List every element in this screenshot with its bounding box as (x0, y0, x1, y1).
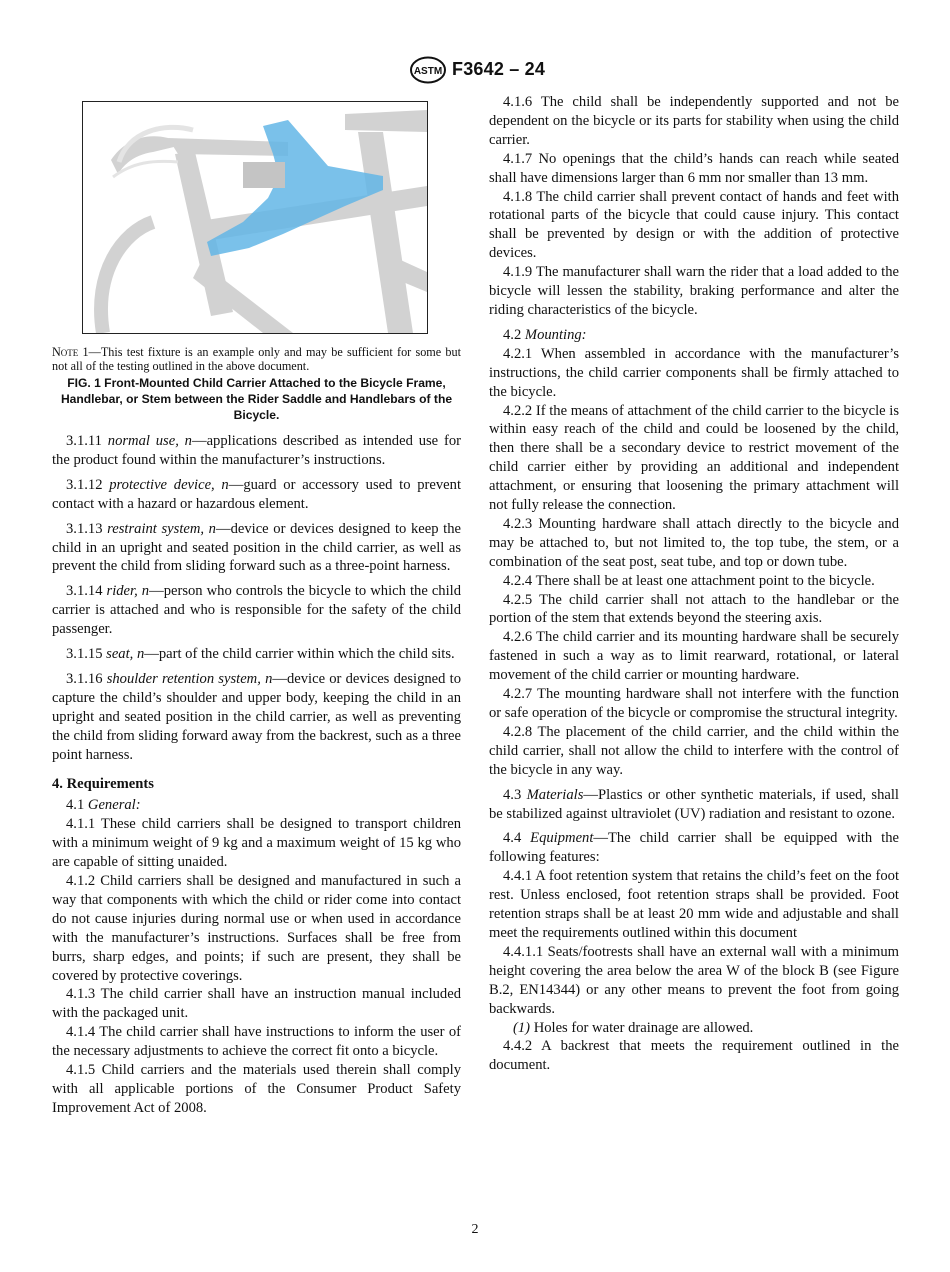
section-4-2-6: 4.2.6 The child carrier and its mounting hardware shall be securely fastened in such a way as to limit rearward, rotational, or lateral movement of the child carrier or mounting hardware. (489, 629, 899, 684)
document-designation: F3642 – 24 (452, 59, 546, 79)
section-4-1-6: 4.1.6 The child shall be independently supported and not be dependent on the bicycle or its parts for stability when using the child carrier. (489, 94, 899, 148)
section-4-1-2: 4.1.2 Child carriers shall be designed and manufactured in such a way that components with which the child or rider come into contact do not cause injuries during normal use or when used in accordance with the manufacturer’s instructions. Surfaces shall be free from burrs, sharp edges, and points; if such are present, they shall be covered by protective coverings. (52, 873, 461, 984)
section-4-2: 4.2 Mounting: (503, 326, 587, 343)
section-4-1-3: 4.1.3 The child carrier shall have an instruction manual included with the packaged unit. (52, 986, 461, 1022)
section-4-heading: 4. Requirements (52, 775, 154, 792)
section-4-3: 4.3 Materials—Plastics or other synthetic materials, if used, shall be stabilized against ultraviolet (UV) radiation and resistant to ozone. (489, 786, 899, 822)
section-4-2-5: 4.2.5 The child carrier shall not attach to the handlebar or the portion of the stem that extends beyond the steering axis. (489, 591, 899, 627)
definition-3-1-16: 3.1.16 shoulder retention system, n—device or devices designed to capture the child’s shoulder and upper body, keeping the child in an upright and seated position in the child carrier, as well as preventing the child from sliding forward away from the backrest, such as a three point harness. (52, 670, 461, 763)
section-4-2-2: 4.2.2 If the means of attachment of the child carrier to the bicycle is within easy reach of the child and could be loosened by the child, then there shall be a secondary device to restrict movement of the child carrier either by providing an additional and independent attachment, or ensuring that loosening the primary attachment will not fully release the connection. (489, 402, 899, 514)
left-column (52, 93, 461, 1118)
note-text: —This test fixture is an example only and may be sufficient for some but not all of the testing outlined in the above document. (52, 345, 462, 373)
section-4-1-8: 4.1.8 The child carrier shall prevent contact of hands and feet with rotational parts of the bicycle that could cause injury. This contact shall be prevented by design or with the addition of protective devices. (489, 188, 899, 262)
section-4-4-1-1: 4.4.1.1 Seats/footrests shall have an external wall with a minimum height covering the area below the area W of the block B (see Figure B.2, EN14344) or any other means to prevent the foot from going backwards. (489, 943, 899, 1017)
figure-caption: FIG. 1 Front-Mounted Child Carrier Attached to the Bicycle Frame, Handlebar, or Stem between the Rider Saddle and Handlebars of the Bicycle. (60, 376, 453, 422)
section-4-1-4: 4.1.4 The child carrier shall have instructions to inform the user of the necessary adjustments to achieve the correct fit onto a bicycle. (52, 1024, 461, 1060)
section-4-4-2: 4.4.2 A backrest that meets the requirement outlined in the document. (489, 1038, 899, 1074)
page-header (0, 56, 950, 86)
section-4-1-7: 4.1.7 No openings that the child’s hands can reach while seated shall have dimensions larger than 6 mm nor smaller than 13 mm. (489, 150, 899, 186)
section-4-2-1: 4.2.1 When assembled in accordance with the manufacturer’s instructions, the child carrier components shall be firmly attached to the bicycle. (489, 345, 899, 400)
right-column (489, 93, 899, 1075)
section-4-2-8: 4.2.8 The placement of the child carrier, and the child within the child carrier, shall not allow the child to interfere with the control of the bicycle in any way. (489, 723, 899, 778)
section-4-4-1-1-item-1: (1) Holes for water drainage are allowed. (513, 1019, 754, 1036)
definition-3-1-13: 3.1.13 restraint system, n—device or devices designed to keep the child in an upright and seated position in the child carrier, as well as prevent the child from sliding forward such as a three-point harness. (52, 520, 461, 575)
figure-note (52, 345, 461, 373)
section-4-2-3: 4.2.3 Mounting hardware shall attach directly to the bicycle and may be attached to, but not limited to, the top tube, the stem, or a combination of the seat post, seat tube, and top or down tube. (489, 515, 899, 570)
definition-3-1-12: 3.1.12 protective device, n—guard or accessory used to prevent contact with a hazard or hazardous element. (52, 476, 461, 512)
bicycle-carrier-illustration (83, 102, 427, 333)
definition-3-1-15: 3.1.15 seat, n—part of the child carrier within which the child sits. (66, 646, 455, 663)
section-4-2-7: 4.2.7 The mounting hardware shall not interfere with the function or safe operation of the bicycle or compromise the structural integrity. (489, 686, 899, 721)
astm-logo-icon (408, 56, 448, 84)
definition-3-1-14: 3.1.14 rider, n—person who controls the bicycle to which the child carrier is attached and who is responsible for the safety of the child passenger. (52, 583, 462, 638)
section-4-1: 4.1 General: (66, 797, 141, 814)
section-4-1-1: 4.1.1 These child carriers shall be designed to transport children with a minimum weight of 9 kg and a maximum weight of 15 kg who are capable of sitting unaided. (52, 816, 461, 871)
page-number: 2 (471, 1222, 479, 1237)
figure-1-image (82, 101, 428, 334)
section-4-4-1: 4.4.1 A foot retention system that retains the child’s feet on the foot rest. Unless enclosed, foot retention straps shall be provided. Foot retention straps shall be at least 20 mm wide and adjustable and shall meet the requirements outlined within this document (489, 868, 899, 941)
section-4-2-4: 4.2.4 There shall be at least one attachment point to the bicycle. (503, 572, 875, 589)
section-4-1-5: 4.1.5 Child carriers and the materials used therein shall comply with all applicable portions of the Consumer Product Safety Improvement Act of 2008. (52, 1062, 461, 1116)
logo-text: ASTM (413, 66, 443, 77)
section-4-4: 4.4 Equipment—The child carrier shall be equipped with the following features: (489, 830, 899, 866)
note-label: Note 1 (52, 345, 89, 359)
definition-3-1-11: 3.1.11 normal use, n—applications described as intended use for the product found within the manufacturer’s instructions. (52, 433, 461, 468)
section-4-1-9: 4.1.9 The manufacturer shall warn the rider that a load added to the bicycle will lessen the stability, braking performance and alter the riding characteristics of the bicycle. (489, 264, 899, 318)
